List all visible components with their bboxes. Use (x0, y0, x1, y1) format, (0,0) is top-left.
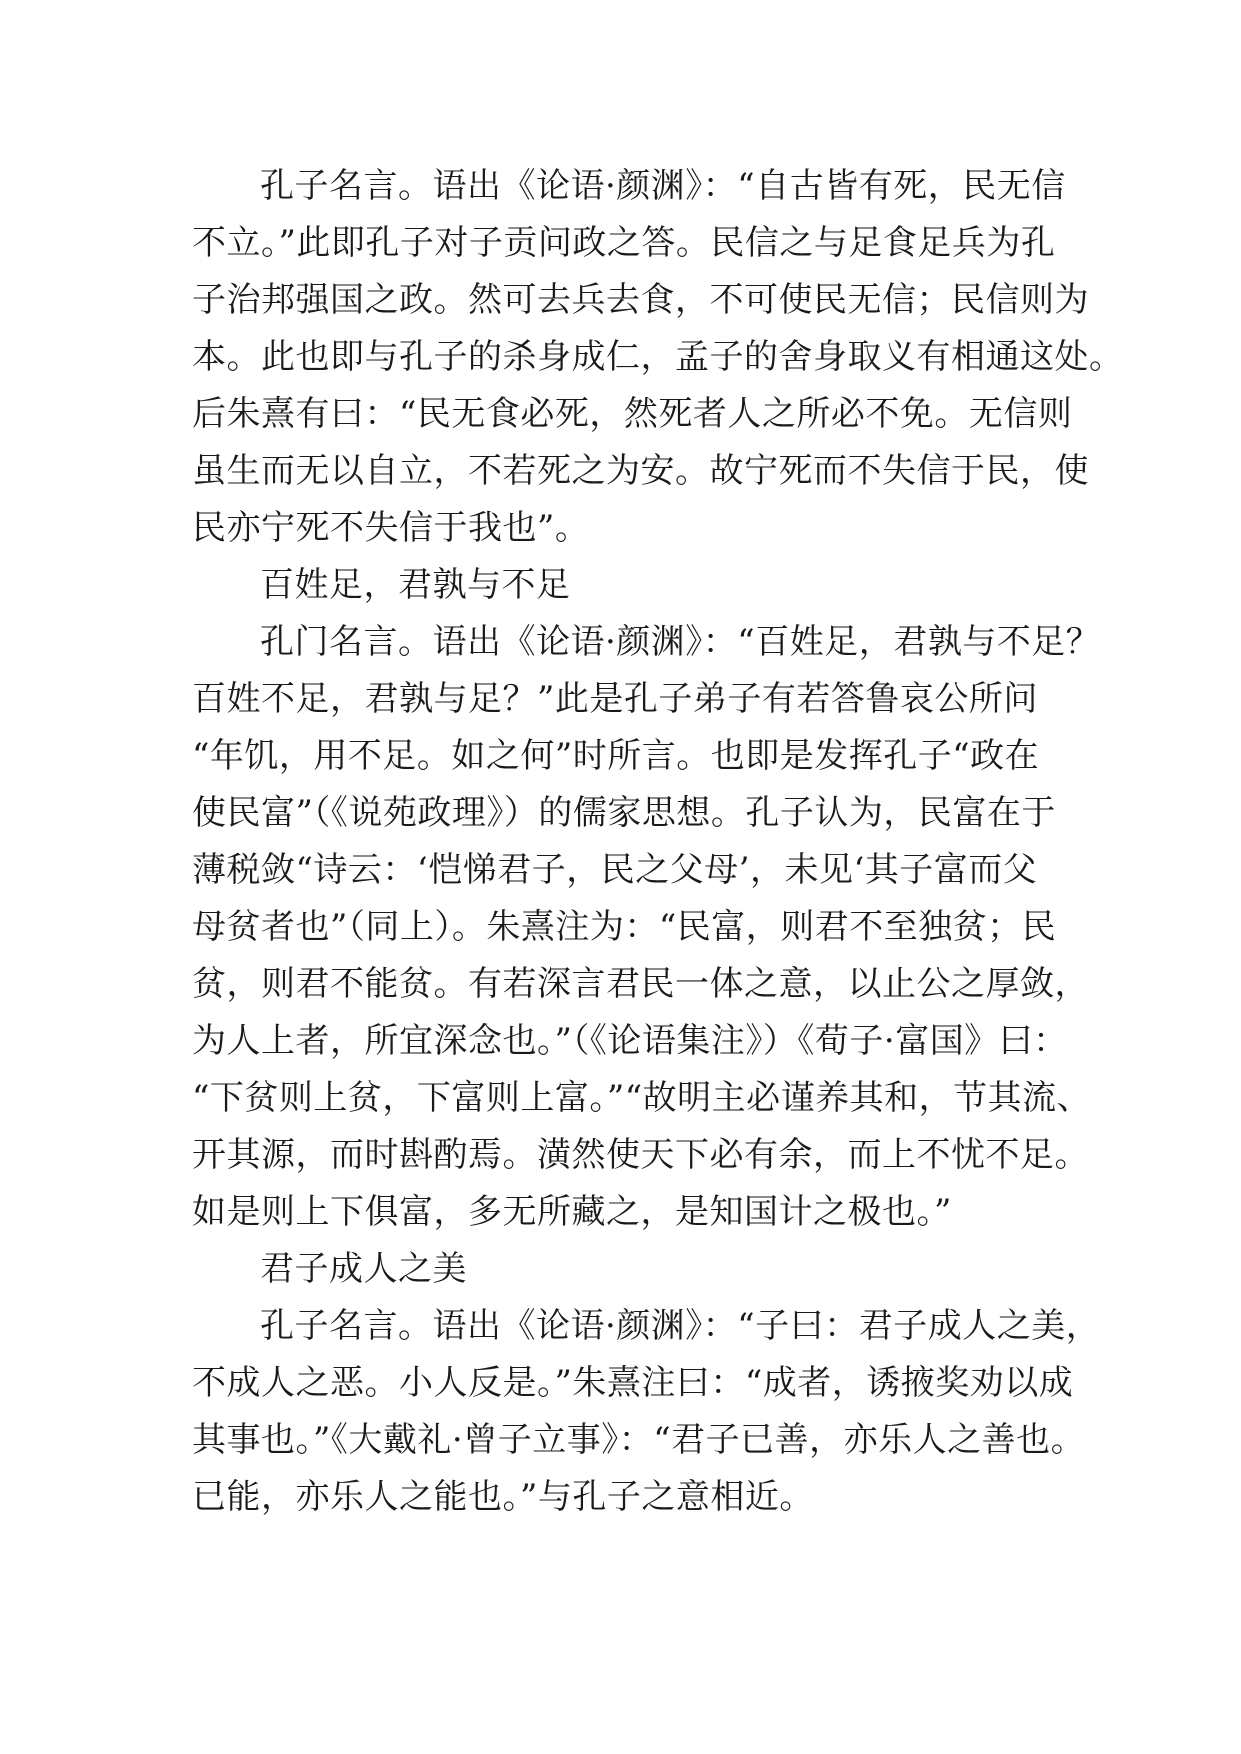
paragraph-line: 贫，则君不能贫。有若深言君民一体之意，以止公之厚敛， (192, 964, 1089, 1004)
paragraph-line: 不成人之恶。小人反是。”朱熹注曰：“成者，诱掖奖劝以成 (192, 1363, 1074, 1403)
paragraph-line: 已能，亦乐人之能也。”与孔子之意相近。 (192, 1477, 814, 1517)
paragraph-line: 民亦宁死不失信于我也”。 (192, 508, 590, 548)
paragraph-line: “下贫则上贫，下富则上富。”“故明主必谨养其和，节其流、 (192, 1078, 1092, 1118)
paragraph-line: 如是则上下俱富，多无所藏之，是知国计之极也。” (192, 1192, 952, 1232)
paragraph-line: 虽生而无以自立，不若死之为安。故宁死而不失信于民，使 (192, 451, 1089, 491)
paragraph-line: 后朱熹有曰：“民无食必死，然死者人之所必不免。无信则 (192, 394, 1073, 434)
paragraph-line: 薄税敛“诗云：‘恺悌君子，民之父母’，未见‘其子富而父 (192, 850, 1038, 890)
paragraph-line: 百姓不足，君孰与足？”此是孔子弟子有若答鲁哀公所问 (192, 679, 1038, 719)
paragraph-line: 为人上者，所宜深念也。”（《论语集注》）《荀子·富国》曰： (192, 1021, 1068, 1061)
paragraph-line: 子治邦强国之政。然可去兵去食，不可使民无信；民信则为 (192, 280, 1089, 320)
paragraph-line: 孔门名言。语出《论语·颜渊》：“百姓足，君孰与不足？ (260, 622, 1101, 662)
paragraph-line: 不立。”此即孔子对子贡问政之答。民信之与足食足兵为孔 (192, 223, 1056, 263)
paragraph-line: 孔子名言。语出《论语·颜渊》：“子曰：君子成人之美， (260, 1306, 1101, 1346)
section-heading: 百姓足，君孰与不足 (260, 565, 571, 605)
paragraph-line: 本。此也即与孔子的杀身成仁，孟子的舍身取义有相通这处。 (192, 337, 1124, 377)
paragraph-line: 开其源，而时斟酌焉。潢然使天下必有余，而上不忧不足。 (192, 1135, 1089, 1175)
section-heading: 君子成人之美 (260, 1249, 467, 1289)
paragraph-line: 孔子名言。语出《论语·颜渊》：“自古皆有死，民无信 (260, 166, 1066, 206)
paragraph-line: “年饥，用不足。如之何”时所言。也即是发挥孔子“政在 (192, 736, 1040, 776)
paragraph-line: 其事也。”《大戴礼·曾子立事》：“君子已善，亦乐人之善也。 (192, 1420, 1086, 1460)
paragraph-line: 使民富”（《说苑政理》）的儒家思想。孔子认为，民富在于 (192, 793, 1056, 833)
paragraph-line: 母贫者也”（同上）。朱熹注为：“民富，则君不至独贫；民 (192, 907, 1057, 947)
